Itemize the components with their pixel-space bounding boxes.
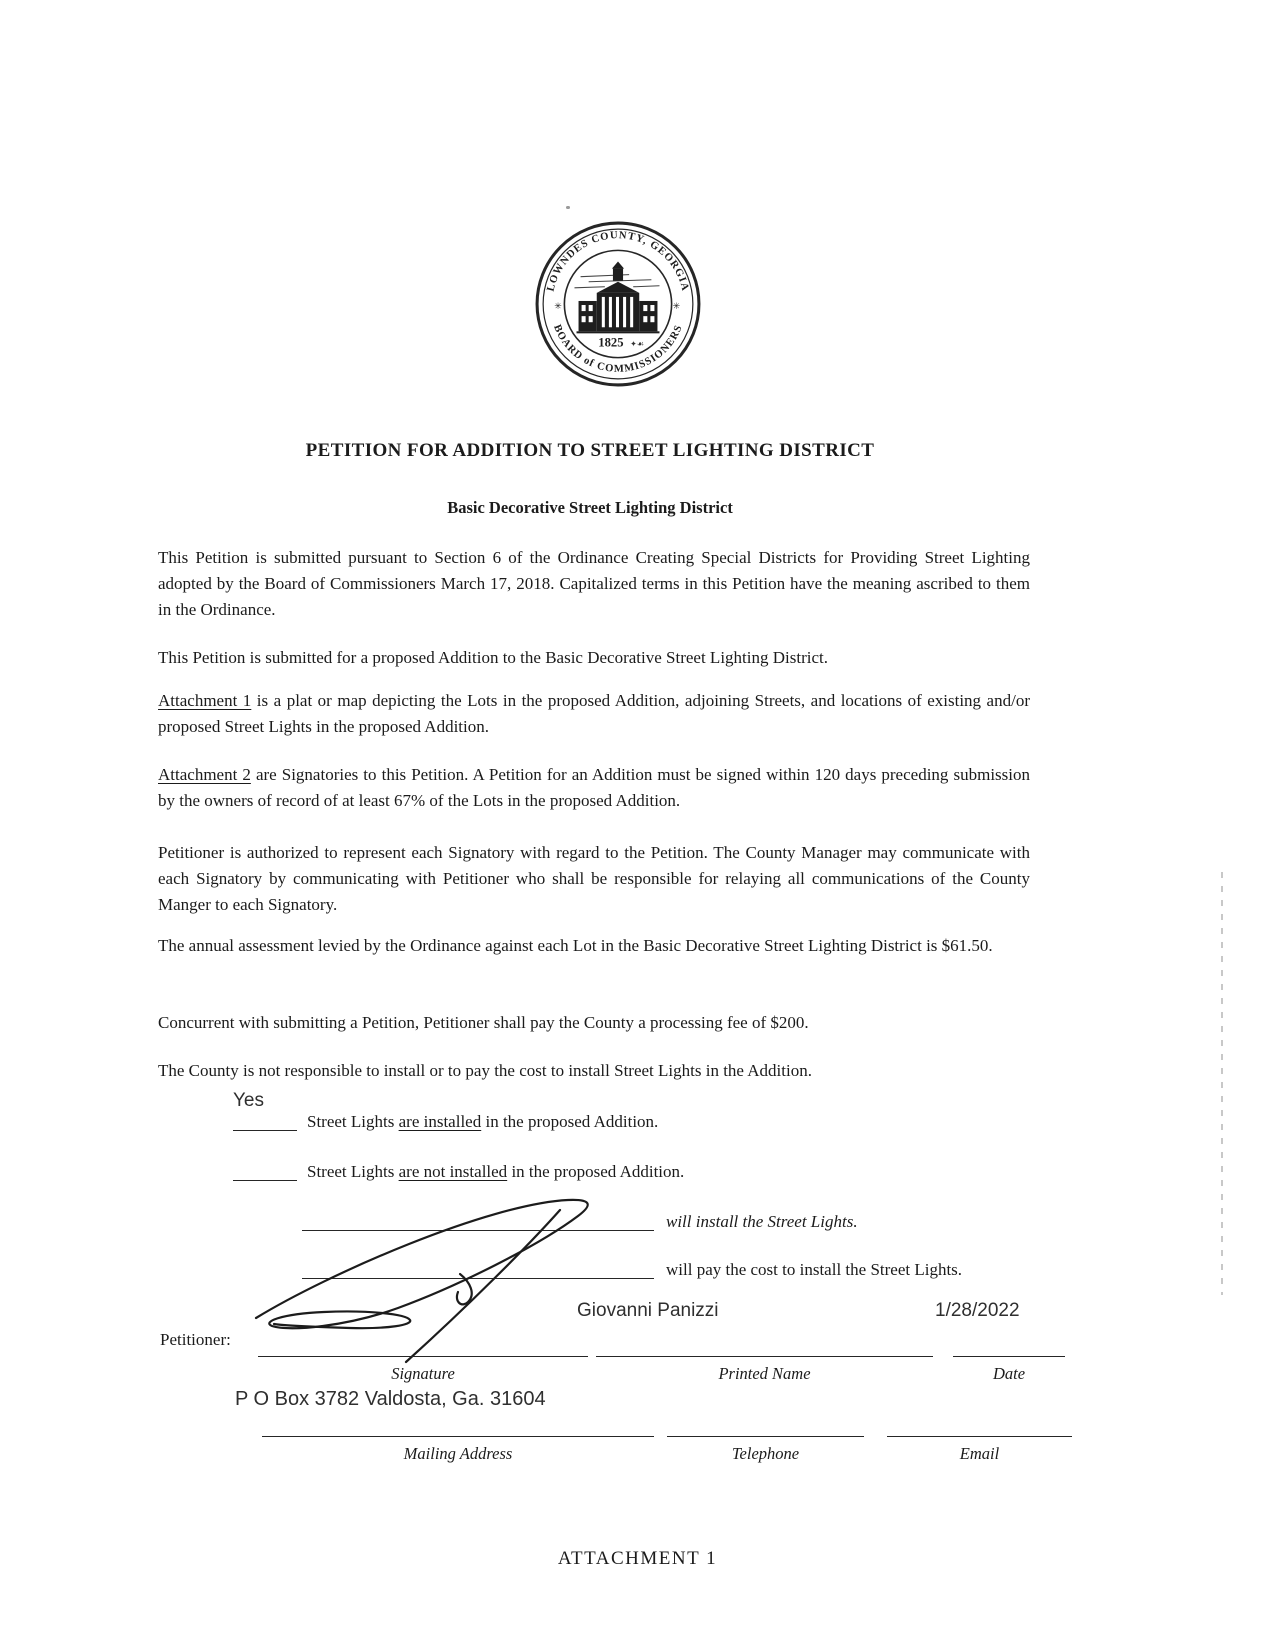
option-lights-installed: [233, 1112, 658, 1132]
seal-arc-top-text: LOWNDES COUNTY, GEORGIA: [545, 230, 691, 293]
printed-name-value: Giovanni Panizzi: [577, 1300, 719, 1321]
scan-artifact-line: [1221, 872, 1223, 1295]
scan-speck: [566, 206, 570, 209]
attachment-1-rest: is a plat or map depicting the Lots in the proposed Addition, adjoining Streets, and locations of existing and/or proposed Street Lights in the proposed Addition.: [158, 691, 1030, 736]
installed-blank-field[interactable]: [233, 1116, 297, 1131]
seal-year: 1825: [598, 335, 624, 350]
seal-courthouse-illustration: [574, 262, 659, 334]
paragraph-proposed-addition: This Petition is submitted for a proposed Addition to the Basic Decorative Street Lighting District.: [158, 648, 828, 667]
option-lights-not-installed: [233, 1162, 684, 1182]
handwritten-signature: [238, 1186, 630, 1364]
printed-name-caption: Printed Name: [718, 1364, 811, 1383]
will-install-label: will install the Street Lights.: [666, 1212, 858, 1231]
paragraph-processing-fee: Concurrent with submitting a Petition, Petitioner shall pay the County a processing fee of $200.: [158, 1013, 809, 1032]
date-caption: Date: [992, 1364, 1026, 1383]
option-installed-underlined: are installed: [398, 1112, 482, 1131]
mailing-address-value: P O Box 3782 Valdosta, Ga. 31604: [235, 1388, 546, 1410]
email-line-field[interactable]: [887, 1436, 1072, 1437]
paragraph-attachment-1: [158, 688, 1030, 740]
date-value: 1/28/2022: [935, 1300, 1020, 1321]
telephone-caption: Telephone: [731, 1444, 800, 1463]
mailing-address-caption: Mailing Address: [403, 1444, 513, 1463]
page-title: PETITION FOR ADDITION TO STREET LIGHTING DISTRICT: [305, 440, 875, 461]
attachment-2-rest: are Signatories to this Petition. A Petition for an Addition must be signed within 120 days preceding submission by the owners of record of at least 67% of the Lots in the proposed Addition.: [158, 765, 1030, 810]
county-seal: [532, 218, 704, 390]
attachment-2-lead: Attachment 2: [158, 765, 251, 784]
signature-line-field[interactable]: [258, 1356, 588, 1357]
will-pay-label: will pay the cost to install the Street Lights.: [666, 1260, 963, 1279]
paragraph-ordinance-basis: This Petition is submitted pursuant to Section 6 of the Ordinance Creating Special Districts for Providing Street Lighting adopted by the Board of Commissioners March 17, 2018. Capitalized terms in this Petition have the meaning ascribed to them in the Ordinance.: [158, 548, 1030, 619]
paragraph-annual-assessment: The annual assessment levied by the Ordinance against each Lot in the Basic Decorative Street Lighting District is $61.50.: [158, 936, 993, 955]
attachment-footer: ATTACHMENT 1: [557, 1548, 718, 1569]
paragraph-attachment-2: [158, 762, 1030, 814]
paragraph-petitioner-authorized: Petitioner is authorized to represent each Signatory with regard to the Petition. The County Manager may communicate with each Signatory by communicating with Petitioner who shall be responsible for relaying all communications of the County Manger to each Signatory.: [158, 843, 1030, 914]
option-not-installed-post: in the proposed Addition.: [507, 1162, 685, 1181]
mailing-address-line-field[interactable]: [262, 1436, 654, 1437]
signature-caption: Signature: [391, 1364, 455, 1383]
seal-right-ornament: ✳: [672, 301, 681, 312]
option-not-installed-pre: Street Lights: [307, 1162, 399, 1181]
paragraph-county-not-responsible: The County is not responsible to install or to pay the cost to install Street Lights in the Addition.: [158, 1061, 812, 1080]
option-installed-post: in the proposed Addition.: [481, 1112, 659, 1131]
not-installed-blank-field[interactable]: [233, 1166, 297, 1181]
printed-name-line-field[interactable]: [596, 1356, 933, 1357]
installed-answer-value: Yes: [233, 1090, 264, 1111]
attachment-1-lead: Attachment 1: [158, 691, 252, 710]
option-not-installed-underlined: are not installed: [398, 1162, 508, 1181]
email-caption: Email: [959, 1444, 1000, 1463]
seal-arc-bottom-text: BOARD of COMMISSIONERS: [551, 323, 685, 375]
seal-left-ornament: ✳: [554, 301, 562, 312]
option-installed-pre: Street Lights: [307, 1112, 399, 1131]
date-line-field[interactable]: [953, 1356, 1065, 1357]
page-subtitle: Basic Decorative Street Lighting District: [447, 498, 733, 517]
seal-year-ornament: ✦☙: [630, 339, 645, 349]
telephone-line-field[interactable]: [667, 1436, 864, 1437]
petitioner-label: Petitioner:: [160, 1330, 231, 1349]
